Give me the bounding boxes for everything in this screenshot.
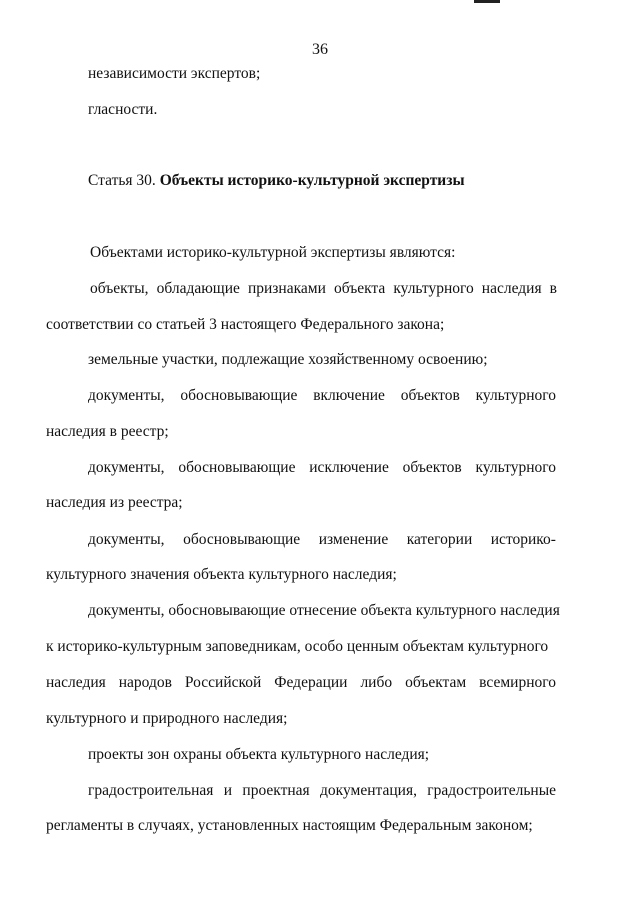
justified-line xyxy=(88,781,556,801)
justified-line xyxy=(88,386,556,406)
text-line: Объектами историко-культурной экспертизы являются: xyxy=(90,244,456,261)
word: градостроительные xyxy=(427,782,556,799)
word: градостроительная xyxy=(88,782,214,799)
article-number: Статья 30. xyxy=(88,172,156,189)
justified-line xyxy=(88,458,556,478)
article-heading xyxy=(88,171,465,191)
word: обосновывающие xyxy=(183,531,301,548)
word: культурного xyxy=(475,459,556,476)
word: обосновывающие xyxy=(178,459,296,476)
text-line: независимости экспертов; xyxy=(88,65,261,82)
text-line: гласности. xyxy=(88,101,158,118)
word: категории xyxy=(406,531,473,548)
text-line: регламенты в случаях, установленных настоящим Федеральным законом; xyxy=(46,817,533,834)
word: всемирного xyxy=(479,674,556,691)
word: историко- xyxy=(490,531,556,548)
text-line: земельные участки, подлежащие хозяйственному освоению; xyxy=(88,351,488,368)
justified-line xyxy=(46,673,556,693)
word: исключение xyxy=(309,459,389,476)
justified-line xyxy=(90,279,557,299)
word: изменение xyxy=(318,531,389,548)
word: наследия xyxy=(46,674,106,691)
word: объектам xyxy=(405,674,467,691)
word: документы, xyxy=(88,531,165,548)
word: Федерации xyxy=(274,674,348,691)
word: объекта xyxy=(333,280,386,297)
word: документация, xyxy=(320,782,417,799)
text-line: культурного значения объекта культурного наследия; xyxy=(46,566,397,583)
word: Российской xyxy=(184,674,262,691)
word: обосновывающие xyxy=(180,387,298,404)
word: наследия xyxy=(481,280,542,297)
text-line: культурного и природного наследия; xyxy=(46,710,288,727)
word: культурного xyxy=(393,280,474,297)
text-line: соответствии со статьей 3 настоящего Федерального закона; xyxy=(46,316,445,333)
text-line: наследия из реестра; xyxy=(46,494,183,511)
top-edge-mark xyxy=(474,0,500,3)
justified-line xyxy=(88,530,556,550)
word: объектов xyxy=(400,387,460,404)
word: народов xyxy=(118,674,172,691)
word: культурного xyxy=(475,387,556,404)
article-title: Объекты историко-культурной экспертизы xyxy=(159,172,465,189)
page-number: 36 xyxy=(312,41,328,58)
text-line: наследия в реестр; xyxy=(46,423,169,440)
word: проектная xyxy=(242,782,310,799)
word: в xyxy=(549,280,557,297)
word: включение xyxy=(313,387,385,404)
word: объекты, xyxy=(90,280,149,297)
word: документы, xyxy=(88,459,165,476)
word: обладающие xyxy=(156,280,240,297)
word: либо xyxy=(360,674,393,691)
text-line: к историко-культурным заповедникам, особо ценным объектам культурного xyxy=(46,638,549,655)
word: и xyxy=(223,782,233,799)
text-line: документы, обосновывающие отнесение объекта культурного наследия xyxy=(88,602,560,619)
text-line: проекты зон охраны объекта культурного наследия; xyxy=(88,746,430,763)
word: объектов xyxy=(402,459,462,476)
word: признаками xyxy=(247,280,326,297)
word: документы, xyxy=(88,387,165,404)
